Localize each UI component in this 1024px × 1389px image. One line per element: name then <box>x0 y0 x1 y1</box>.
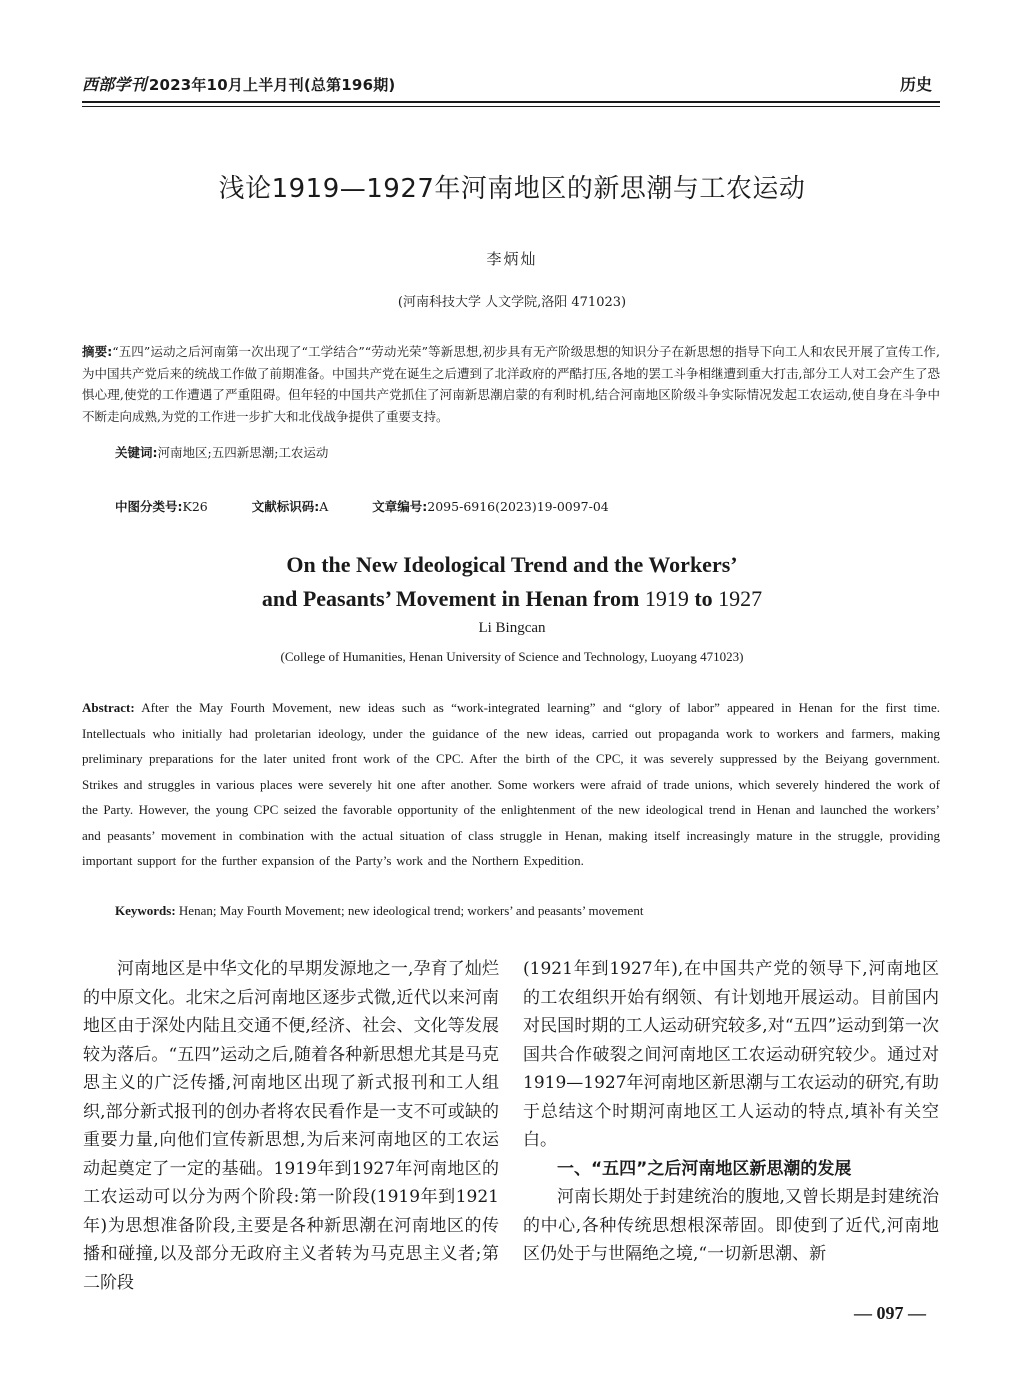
abstract-cn-text: “五四”运动之后河南第一次出现了“工学结合”“劳动光荣”等新思想,初步具有无产阶级思想的知识分子在新思想的指导下向工人和农民开展了宣传工作,为中国共产党后来的统战工作做了前期准备。中国共产党在诞生之后遭到了北洋政府的严酷打压,各地的罢工斗争相继遭到重大打击,部分工人对工会产生了恐惧心理,使党的工作遭遇了严重阻碍。但年轻的中国共产党抓住了河南新思潮启蒙的有利时机,结合河南地区阶级斗争实际情况发起工农运动,使自身在斗争中不断走向成熟,为党的工作进一步扩大和北伐战争提供了重要支持。 <box>82 344 941 424</box>
doc-code-label: 文献标识码: <box>251 499 320 514</box>
title-en-line2 <box>0 582 1024 616</box>
title-en-to: to <box>694 586 713 611</box>
doc-code-value: A <box>319 499 329 514</box>
title-en-year1: 1919 <box>644 586 689 611</box>
abstract-en-label: Abstract: <box>82 700 135 715</box>
title-en-line1: On the New Ideological Trend and the Workers’ <box>286 552 738 577</box>
running-header-section: 历史 <box>899 75 932 94</box>
body-column-left <box>83 955 499 1297</box>
body-paragraph-2: 河南长期处于封建统治的腹地,又曾长期是封建统治的中心,各种传统思想根深蒂固。即使到了近代,河南地区仍处于与世隔绝之境,“一切新思潮、新 <box>523 1187 939 1264</box>
title-en-year2: 1927 <box>718 586 763 611</box>
author-en: Li Bingcan <box>478 620 546 636</box>
abstract-cn <box>82 341 940 427</box>
section-heading-1: 一、“五四”之后河南地区新思潮的发展 <box>557 1158 852 1179</box>
body-paragraph-1: 河南地区是中华文化的早期发源地之一,孕育了灿烂的中原文化。北宋之后河南地区逐步式微,近代以来河南地区由于深处内陆且交通不便,经济、社会、文化等发展较为落后。“五四”运动之后,随着各种新思想尤其是马克思主义的广泛传播,河南地区出现了新式报刊和工人组织,部分新式报刊的创办者将农民看作是一支不可或缺的重要力量,向他们宣传新思想,为后来河南地区的工农运动起奠定了一定的基础。1919年到1927年河南地区的工农运动可以分为两个阶段:第一阶段(1919年到1921年)为思想准备阶段,主要是各种新思潮在河南地区的传播和碰撞,以及部分无政府主义者转为马克思主义者;第二阶段 <box>83 959 499 1293</box>
article-title-cn: 浅论1919—1927年河南地区的新思潮与工农运动 <box>218 174 806 204</box>
abstract-en-text: After the May Fourth Movement, new ideas such as “work-integrated learning” and “glory of labor” appeared in Henan for the first time. Intellectuals who initially had proletarian ideology, under the guidance of the new ideas, carried out propaganda work to workers and farmers, making preliminary preparations for the later united front work of the CPC. After the birth of the CPC, it was severely suppressed by the Beiyang government. Strikes and struggles in various places were severely hit one after another. Some workers were afraid of trade unions, which severely hindered the work of the Party. However, the young CPC seized the favorable opportunity of the enlightenment of the new ideological trend in Henan and launched the workers’ and peasants’ movement in combination with the actual situation of class struggle in Henan, making itself increasingly mature in the struggle, providing important support for the further expansion of the Party’s work and the Northern Expedition. <box>82 700 940 868</box>
header-rule-thick <box>82 101 940 103</box>
running-header-journal <box>82 72 395 95</box>
body-column-right <box>523 955 939 1269</box>
issue-info: 2023年10月上半月刊(总第196期) <box>148 76 396 94</box>
page-number: — 097 — <box>854 1303 926 1323</box>
keywords-cn-text: 河南地区;五四新思潮;工农运动 <box>157 445 329 460</box>
body-paragraph-1-continued: (1921年到1927年),在中国共产党的领导下,河南地区的工农组织开始有纲领、有计划地开展运动。目前国内对民国时期的工人运动研究较多,对“五四”运动到第一次国共合作破裂之间河南地区工农运动研究较少。通过对1919—1927年河南地区新思潮与工农运动的研究,有助于总结这个时期河南地区工人运动的特点,填补有关空白。 <box>523 959 939 1150</box>
clc-value: K26 <box>182 499 208 514</box>
classification-row <box>115 497 609 515</box>
affiliation-en: (College of Humanities, Henan University of Science and Technology, Luoyang 471023) <box>280 649 744 664</box>
keywords-cn-label: 关键词: <box>115 445 158 460</box>
journal-logo: 西部学刊 <box>82 75 147 94</box>
keywords-en-label: Keywords: <box>115 903 176 918</box>
clc-label: 中图分类号: <box>115 499 183 514</box>
abstract-en <box>82 695 940 874</box>
article-number-label: 文章编号: <box>372 499 428 514</box>
author-cn: 李炳灿 <box>486 250 538 268</box>
affiliation-cn: (河南科技大学 人文学院,洛阳 471023) <box>397 295 627 310</box>
article-title-en <box>0 548 1024 616</box>
header-rule-thin <box>82 106 940 107</box>
article-number-value: 2095-6916(2023)19-0097-04 <box>427 499 609 514</box>
keywords-en <box>115 903 643 919</box>
keywords-en-text: Henan; May Fourth Movement; new ideological trend; workers’ and peasants’ movement <box>178 903 644 918</box>
abstract-cn-label: 摘要: <box>82 344 113 359</box>
title-en-line2-text: and Peasants’ Movement in Henan from <box>261 586 640 611</box>
keywords-cn <box>115 443 328 461</box>
